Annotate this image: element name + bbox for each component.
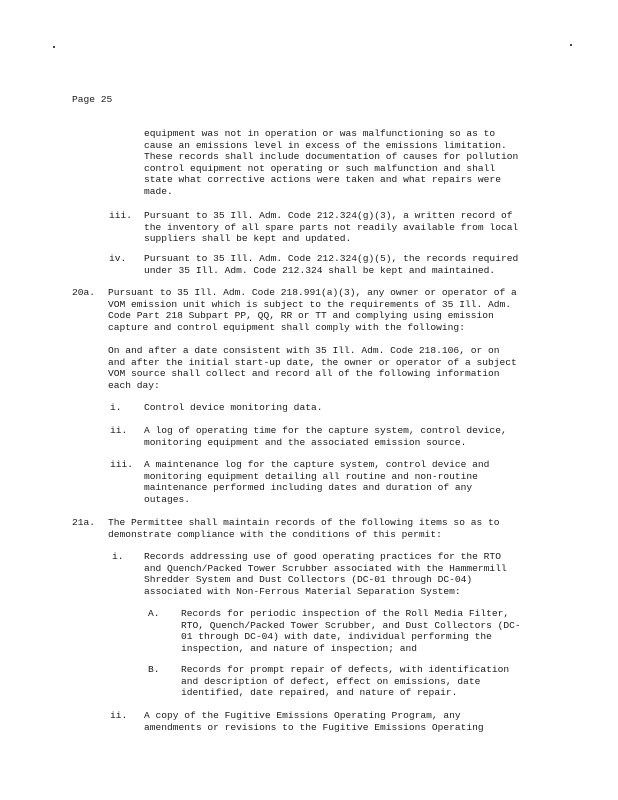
item-21a-A-text: Records for periodic inspection of the Roll Media Filter, RTO, Quench/Packed Tower Scrubber, and Dust Collectors (DC- 01 through DC-04) with date, individual performing the inspection, and nature of inspection; and	[181, 608, 521, 654]
page-number: Page 25	[72, 94, 113, 105]
item-iii-numeral: iii.	[109, 210, 133, 221]
para-21a-text: The Permittee shall maintain records of the following items so as to demonstrate compliance with the conditions of this permit:	[108, 517, 500, 540]
continued-paragraph: equipment was not in operation or was malfunctioning so as to cause an emissions level in excess of the emissions limitation. These records shall include documentation of causes for pollution control equipment not operating or such malfunction and shall state what corrective actions were taken and what repairs were made.	[144, 128, 519, 197]
item-20a-i-text: Control device monitoring data.	[144, 402, 323, 413]
item-iii-text: Pursuant to 35 Ill. Adm. Code 212.324(g)(3), a written record of the inventory of all spare parts not readily available from local suppliers shall be kept and updated.	[144, 210, 519, 244]
item-21a-i-text: Records addressing use of good operating practices for the RTO and Quench/Packed Tower Scrubber associated with the Hammermill Shredder System and Dust Collectors (DC-01 through DC-04) associated with Non-Ferrous Material Separation System:	[144, 551, 507, 597]
scan-speck	[53, 46, 55, 48]
item-20a-i-numeral: i.	[110, 402, 122, 413]
item-21a-i-numeral: i.	[112, 551, 124, 562]
para-21a-number: 21a.	[72, 517, 96, 528]
item-20a-ii-numeral: ii.	[110, 425, 128, 436]
item-21a-A-letter: A.	[148, 608, 160, 619]
item-21a-ii-text: A copy of the Fugitive Emissions Operating Program, any amendments or revisions to the Fugitive Emissions Operating	[144, 710, 484, 733]
para-20a-text: Pursuant to 35 Ill. Adm. Code 218.991(a)(3), any owner or operator of a VOM emission unit which is subject to the requirements of 35 Ill. Adm. Code Part 218 Subpart PP, QQ, RR or TT and complying using emission capture and control equipment shall comply with the following:	[108, 287, 517, 333]
item-21a-B-text: Records for prompt repair of defects, with identification and description of defect, effect on emissions, date identified, date repaired, and nature of repair.	[181, 664, 510, 698]
scan-speck	[570, 44, 572, 46]
para-20a-number: 20a.	[72, 287, 96, 298]
para-20a-subparagraph: On and after a date consistent with 35 Ill. Adm. Code 218.106, or on and after the initial start-up date, the owner or operator of a subject VOM source shall collect and record all of the following information each day:	[108, 345, 517, 391]
item-20a-iii-numeral: iii.	[110, 459, 134, 470]
item-20a-ii-text: A log of operating time for the capture system, control device, monitoring equipment and the associated emission source.	[144, 425, 507, 448]
item-iv-numeral: iv.	[109, 253, 127, 264]
item-21a-ii-numeral: ii.	[110, 710, 128, 721]
item-iv-text: Pursuant to 35 Ill. Adm. Code 212.324(g)(5), the records required under 35 Ill. Adm. Code 212.324 shall be kept and maintained.	[144, 253, 519, 276]
item-20a-iii-text: A maintenance log for the capture system, control device and monitoring equipment detailing all routine and non-routine maintenance performed including dates and duration of any outages.	[144, 459, 490, 505]
item-21a-B-letter: B.	[148, 664, 160, 675]
